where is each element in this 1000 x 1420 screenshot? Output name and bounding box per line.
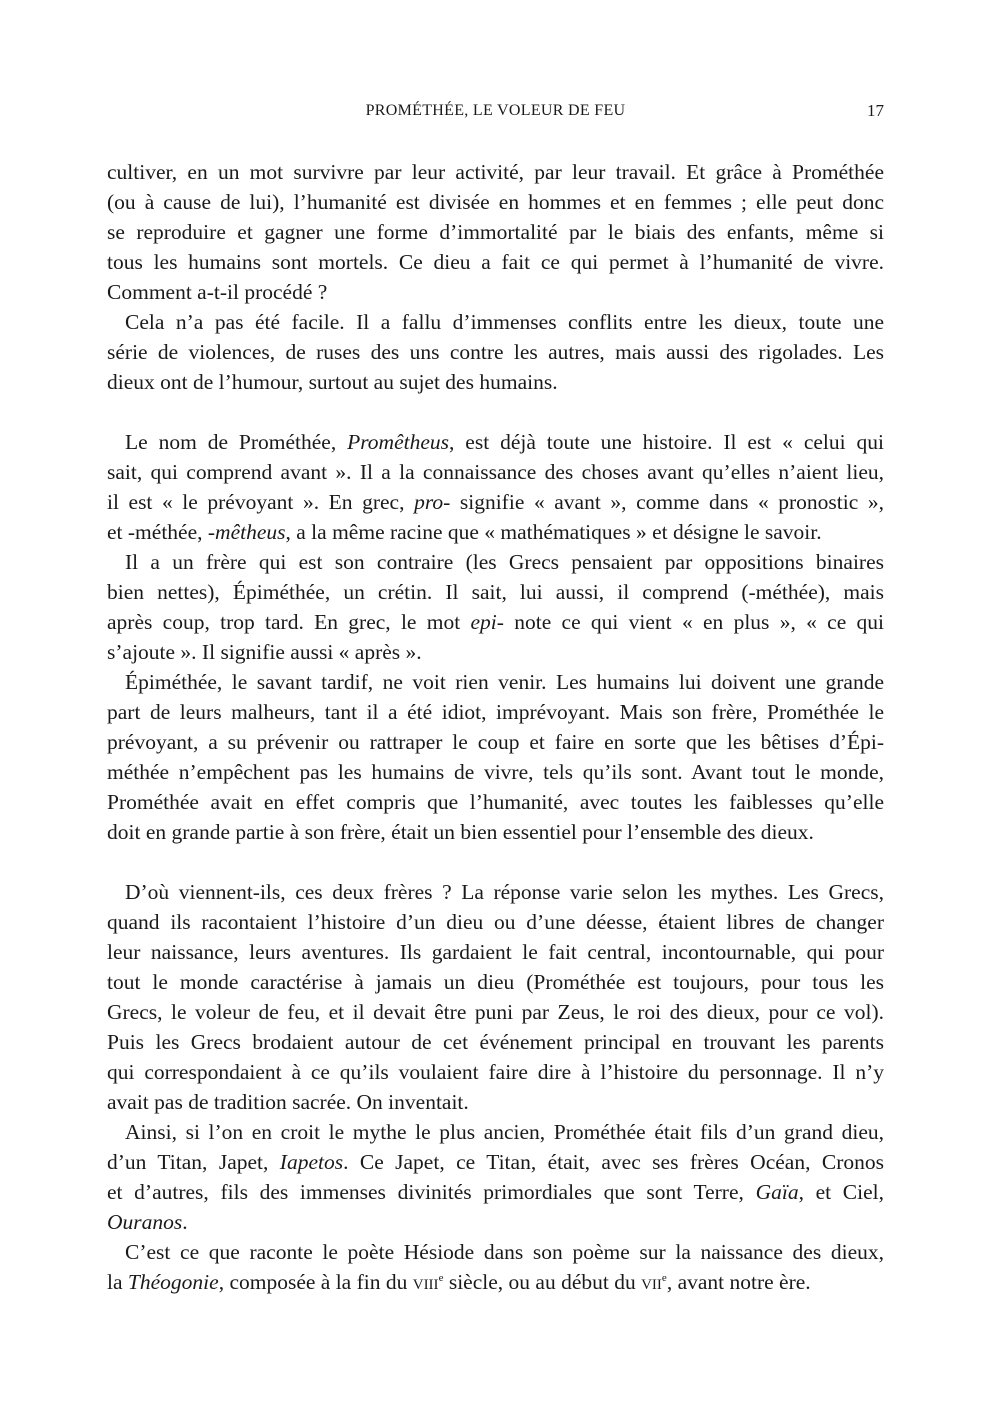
text-line: et -méthée, -mêtheus, a la même racine que « mathématiques » et désigne le savoir. bbox=[107, 520, 822, 544]
paragraph bbox=[107, 877, 884, 1117]
text-line: (ou à cause de lui), l’humanité est divisée en hommes et en femmes ; elle peut donc bbox=[107, 190, 884, 214]
page-number: 17 bbox=[867, 101, 884, 120]
section bbox=[107, 877, 884, 1297]
section-break bbox=[107, 397, 884, 427]
text-line: qui correspondaient à ce qu’ils voulaient faire dire à l’histoire du personnage. Il n’y bbox=[107, 1060, 884, 1084]
text-line: bien nettes), Épiméthée, un crétin. Il sait, lui aussi, il comprend (-méthée), mais bbox=[107, 580, 884, 604]
text-line: Ouranos. bbox=[107, 1210, 188, 1234]
text-line: avait pas de tradition sacrée. On inventait. bbox=[107, 1090, 469, 1114]
italic-term: Iapetos bbox=[279, 1150, 344, 1174]
paragraph bbox=[107, 427, 884, 547]
text-line: Prométhée avait en effet compris que l’humanité, avec toutes les faiblesses qu’elle bbox=[107, 790, 884, 814]
text-line: tous les humains sont mortels. Ce dieu a fait ce qui permet à l’humanité de vivre. bbox=[107, 250, 884, 274]
section bbox=[107, 157, 884, 397]
italic-term: Théogonie bbox=[127, 1270, 219, 1294]
italic-term: Promêtheus bbox=[347, 430, 450, 454]
text-line: Grecs, le voleur de feu, et il devait être puni par Zeus, le roi des dieux, pour ce vol). bbox=[107, 1000, 884, 1024]
paragraph bbox=[107, 667, 884, 847]
text-line: méthée n’empêchent pas les humains de vivre, tels qu’ils sont. Avant tout le monde, bbox=[107, 760, 884, 784]
ordinal-superscript: e bbox=[438, 1272, 444, 1284]
ordinal-superscript: e bbox=[661, 1272, 667, 1284]
text-line: la Théogonie, composée à la fin du viii$^e$ siècle, ou au début du vii$^e$, avant notre ère. bbox=[107, 1270, 811, 1294]
text-line: doit en grande partie à son frère, était un bien essentiel pour l’ensemble des dieux. bbox=[107, 820, 814, 844]
text-line: leur naissance, leurs aventures. Ils gardaient le fait central, incontournable, qui pour bbox=[107, 940, 884, 964]
italic-term: Ouranos bbox=[107, 1210, 183, 1234]
section-break bbox=[107, 847, 884, 877]
text-line: part de leurs malheurs, tant il a été idiot, imprévoyant. Mais son frère, Prométhée le bbox=[107, 700, 884, 724]
text-line: série de violences, de ruses des uns contre les autres, mais aussi des rigolades. Les bbox=[107, 340, 884, 364]
text-line: Puis les Grecs brodaient autour de cet événement principal en trouvant les parents bbox=[107, 1030, 884, 1054]
paragraph bbox=[107, 1117, 884, 1237]
text-line: et d’autres, fils des immenses divinités primordiales que sont Terre, Gaïa, et Ciel, bbox=[107, 1180, 884, 1204]
paragraph bbox=[107, 157, 884, 307]
section bbox=[107, 427, 884, 847]
text-line: C’est ce que raconte le poète Hésiode dans son poème sur la naissance des dieux, bbox=[125, 1240, 884, 1264]
italic-term: -mêtheus bbox=[207, 520, 286, 544]
text-line: quand ils racontaient l’histoire d’un dieu ou d’une déesse, étaient libres de changer bbox=[107, 910, 884, 934]
paragraph bbox=[107, 547, 884, 667]
paragraph bbox=[107, 1237, 884, 1297]
roman-numeral: vii bbox=[641, 1270, 662, 1294]
paragraph bbox=[107, 307, 884, 397]
text-line: s’ajoute ». Il signifie aussi « après ». bbox=[107, 640, 422, 664]
text-line: tout le monde caractérise à jamais un dieu (Prométhée est toujours, pour tous les bbox=[107, 970, 884, 994]
text-line: après coup, trop tard. En grec, le mot epi- note ce qui vient « en plus », « ce qui bbox=[107, 610, 884, 634]
text-line: sait, qui comprend avant ». Il a la connaissance des choses avant qu’elles n’aient lieu, bbox=[107, 460, 884, 484]
running-title: PROMÉTHÉE, LE VOLEUR DE FEU bbox=[365, 102, 626, 119]
text-line: Ainsi, si l’on en croit le mythe le plus ancien, Prométhée était fils d’un grand dieu, bbox=[125, 1120, 884, 1144]
text-line: se reproduire et gagner une forme d’immortalité par le biais des enfants, même si bbox=[107, 220, 884, 244]
text-line: Il a un frère qui est son contraire (les Grecs pensaient par oppositions binaires bbox=[125, 550, 884, 574]
text-line: dieux ont de l’humour, surtout au sujet des humains. bbox=[107, 370, 558, 394]
running-header bbox=[107, 99, 884, 123]
body-text bbox=[107, 157, 884, 1297]
text-line: cultiver, en un mot survivre par leur activité, par leur travail. Et grâce à Prométhée bbox=[107, 160, 884, 184]
italic-term: pro- bbox=[414, 490, 451, 514]
text-line: D’où viennent-ils, ces deux frères ? La réponse varie selon les mythes. Les Grecs, bbox=[125, 880, 884, 904]
text-line: Le nom de Prométhée, Promêtheus, est déjà toute une histoire. Il est « celui qui bbox=[125, 430, 884, 454]
text-line: Épiméthée, le savant tardif, ne voit rien venir. Les humains lui doivent une grande bbox=[125, 670, 884, 694]
italic-term: Gaïa bbox=[755, 1180, 799, 1204]
text-line: Comment a-t-il procédé ? bbox=[107, 280, 328, 304]
text-line: prévoyant, a su prévenir ou rattraper le coup et faire en sorte que les bêtises d’Épi- bbox=[107, 730, 884, 754]
text-line: d’un Titan, Japet, Iapetos. Ce Japet, ce Titan, était, avec ses frères Océan, Cronos bbox=[107, 1150, 884, 1174]
text-line: Cela n’a pas été facile. Il a fallu d’immenses conflits entre les dieux, toute une bbox=[125, 310, 884, 334]
text-line: il est « le prévoyant ». En grec, pro- signifie « avant », comme dans « pronostic », bbox=[107, 490, 884, 514]
roman-numeral: viii bbox=[412, 1270, 439, 1294]
italic-term: epi- bbox=[470, 610, 504, 634]
